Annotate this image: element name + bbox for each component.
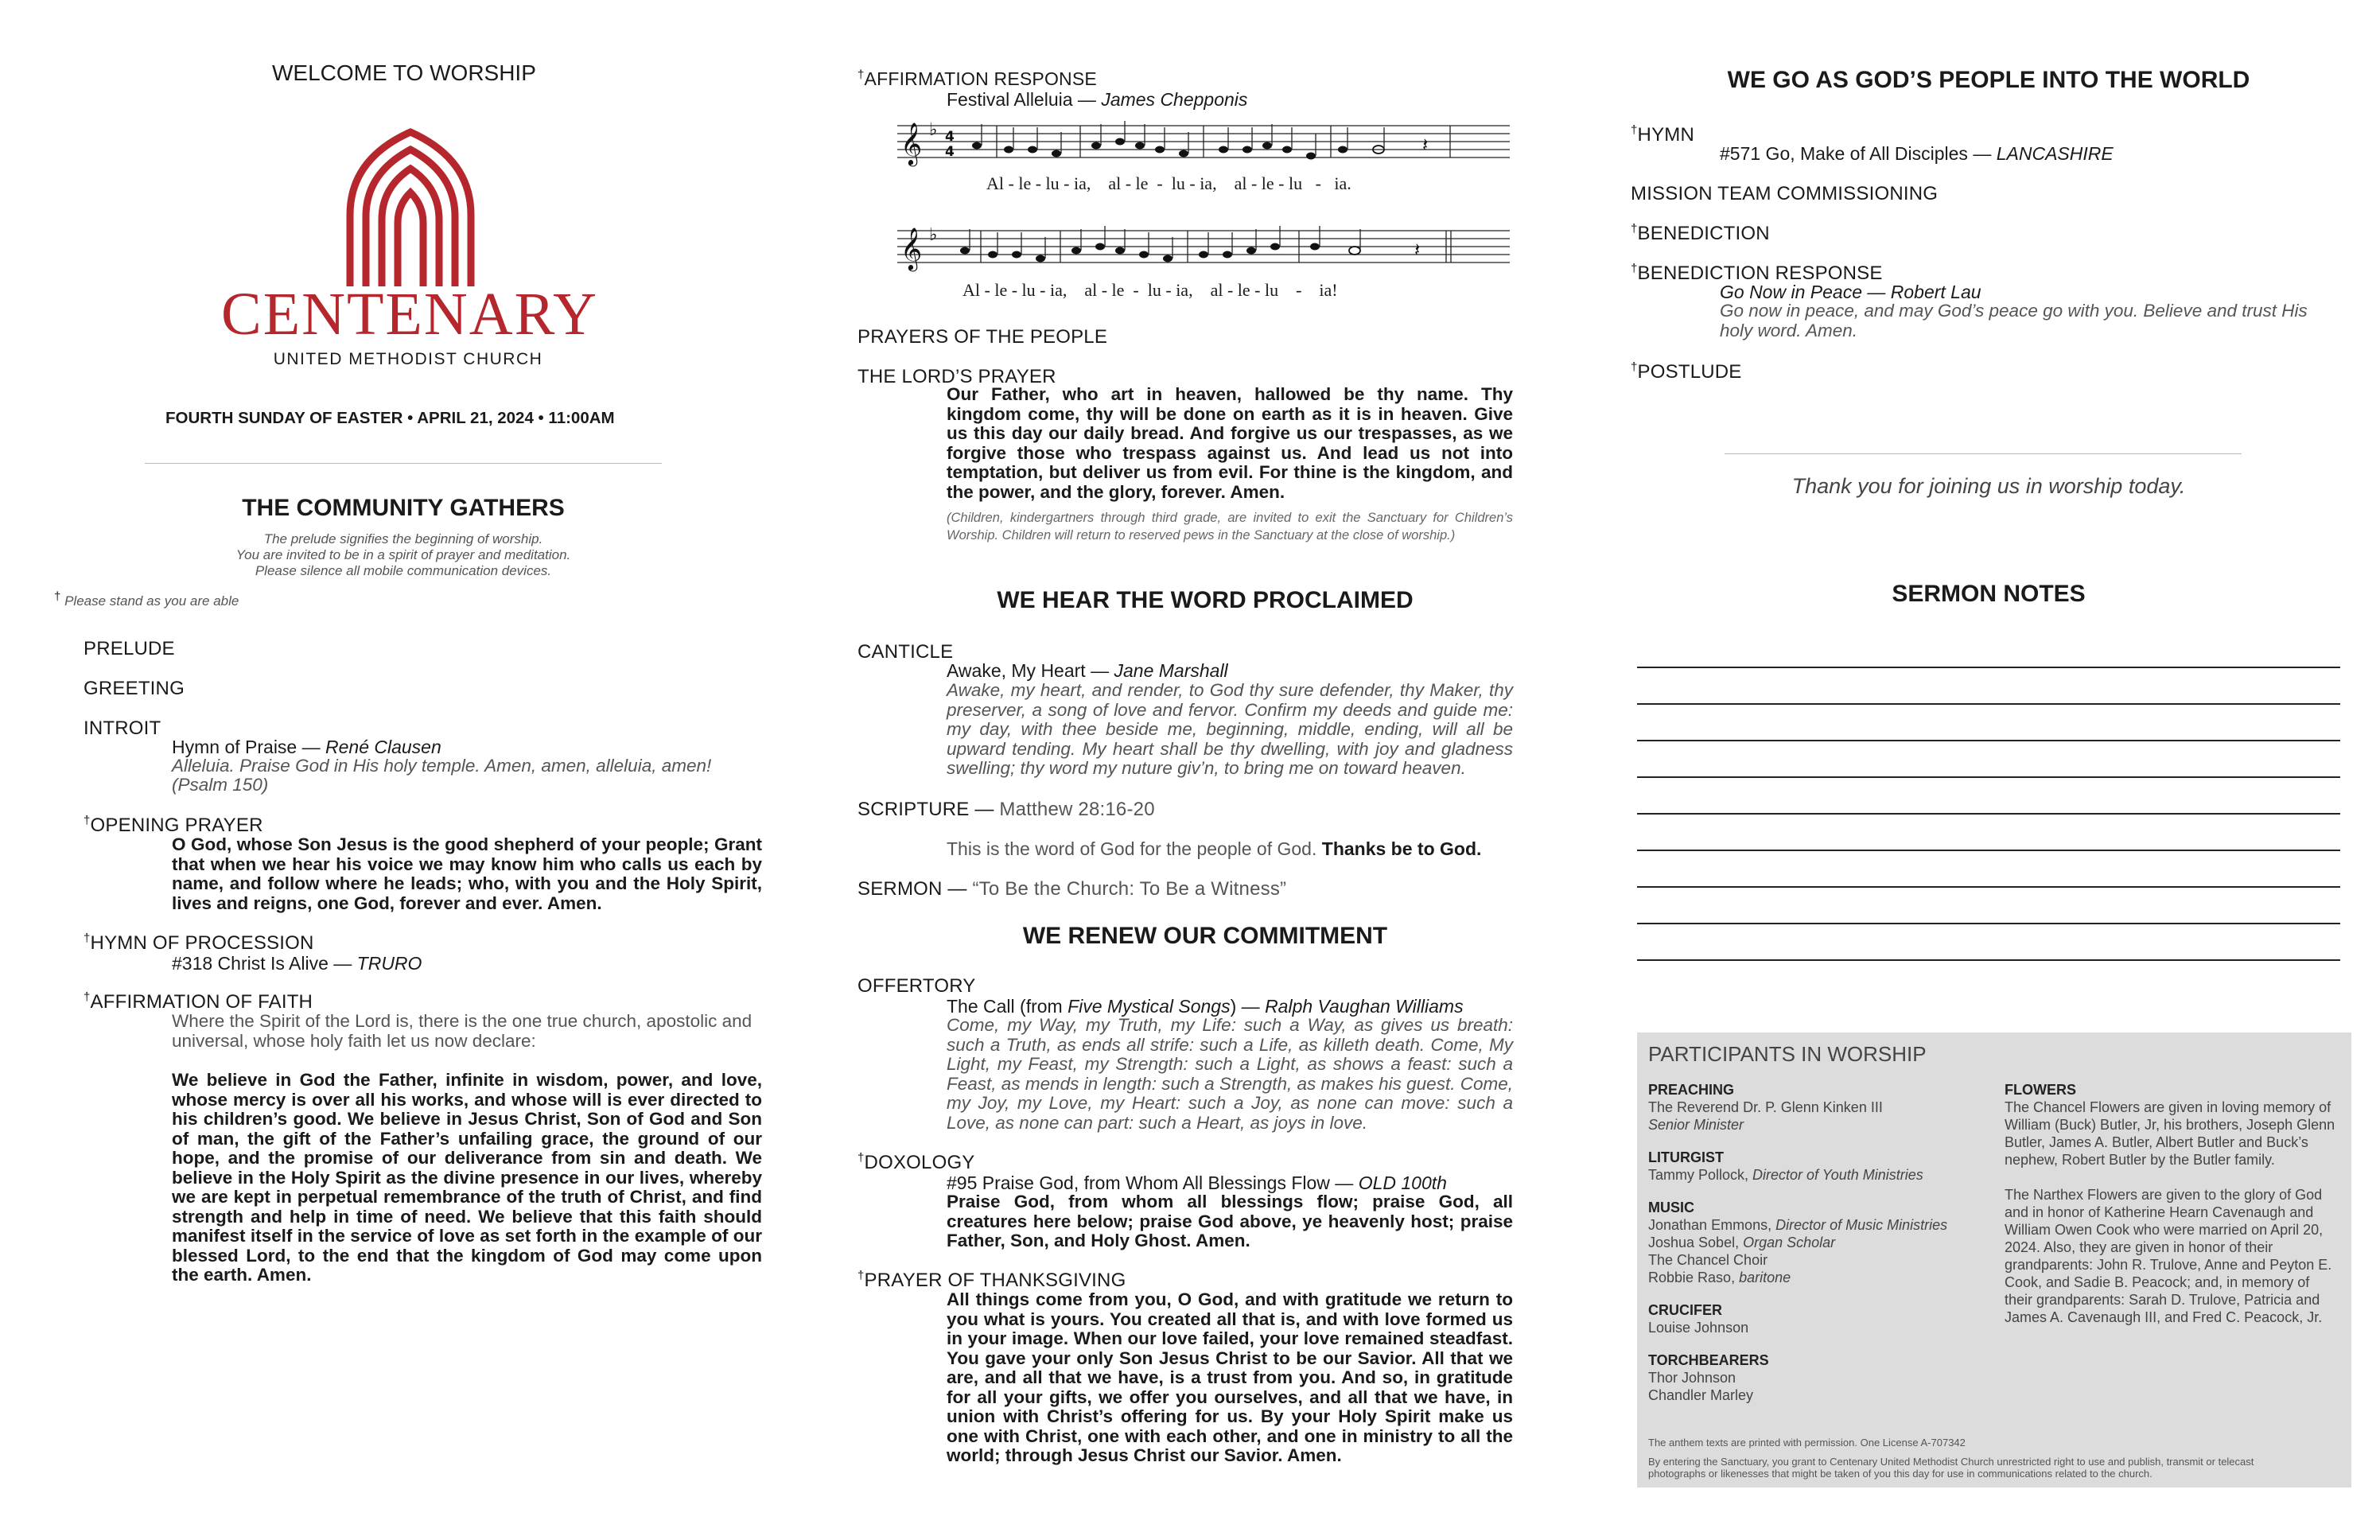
benediction-response-label: †BENEDICTION RESPONSE	[1631, 262, 1883, 284]
notes-line[interactable]	[1637, 923, 2340, 924]
introit-label: INTROIT	[84, 718, 161, 739]
music-line: The Chancel Choir	[1648, 1252, 1768, 1268]
notes-line[interactable]	[1637, 959, 2340, 961]
church-logo-name: CENTENARY	[221, 281, 598, 348]
notes-line[interactable]	[1637, 813, 2340, 815]
mission-label: MISSION TEAM COMMISSIONING	[1631, 183, 1939, 204]
torchbearers-label: TORCHBEARERS	[1648, 1352, 1769, 1368]
svg-text:𝄽: 𝄽	[1414, 239, 1421, 261]
thank-you-message: Thank you for joining us in worship today.	[1791, 474, 2186, 498]
notes-line[interactable]	[1637, 886, 2340, 888]
introit-title: Hymn of Praise — René Clausen	[172, 737, 441, 757]
svg-text:♭: ♭	[929, 120, 938, 140]
music-line: Jonathan Emmons, Director of Music Ministries	[1648, 1217, 1948, 1233]
prayers-people-label: PRAYERS OF THE PEOPLE	[858, 326, 1108, 348]
svg-text:♭: ♭	[929, 225, 938, 245]
notes-line[interactable]	[1637, 667, 2340, 668]
section-heading-sending: WE GO AS GOD’S PEOPLE INTO THE WORLD	[1727, 67, 2250, 93]
benediction-response-title: Go Now in Peace — Robert Lau	[1720, 282, 1981, 302]
participants-panel	[1637, 1032, 2351, 1488]
music-line: Robbie Raso, baritone	[1648, 1270, 1791, 1285]
svg-text:𝄞: 𝄞	[900, 122, 923, 165]
offertory-label: OFFERTORY	[858, 975, 976, 997]
lords-prayer-text: Our Father, who art in heaven, hallowed be thy name. Thy kingdom come, thy will be done on earth as it is in heaven. Give us this day our daily bread. And forgive us our trespasses, as we forgive those who trespass against us. And lead us not into temptation, but deliver us from evil. For thine is the kingdom, and the power, and the glory, forever. Amen.	[947, 384, 1513, 502]
word-response: This is the word of God for the people of God. Thanks be to God.	[947, 838, 1482, 859]
church-logo-arch	[344, 127, 477, 286]
music-label: MUSIC	[1648, 1200, 1694, 1215]
participants-heading: PARTICIPANTS IN WORSHIP	[1648, 1042, 1927, 1066]
sermon-notes-heading: SERMON NOTES	[1892, 581, 2086, 607]
crucifer-name: Louise Johnson	[1648, 1320, 1749, 1336]
svg-text:𝄽: 𝄽	[1422, 134, 1429, 156]
thanksgiving-text: All things come from you, O God, and with gratitude we return to you what is yours. You created all that is, and with love formed us in your image. When our love failed, your love remained steadfast. You gave your only Son Jesus Christ to be our Savior. All that we are, and all that we have, is a trust from you. And so, in gratitude for all your gifts, we offer you ourselves, and all that we have, in union with Christ’s offering for us. By your Holy Spirit make us one with Christ, one with each other, and one in ministry to all the world; through Jesus Christ our Savior. Amen.	[947, 1289, 1513, 1465]
offertory-title: The Call (from Five Mystical Songs) — Ralph Vaughan Williams	[947, 996, 1464, 1017]
divider	[1725, 453, 2242, 454]
greeting-label: GREETING	[84, 678, 185, 699]
doxology-title: #95 Praise God, from Whom All Blessings Flow — OLD 100th	[947, 1172, 1447, 1193]
affirmation-text: We believe in God the Father, infinite in wisdom, power, and love, whose mercy is over all his works, and whose will is ever directed to his children’s good. We believe in Jesus Christ, Son of God and Son of man, the gift of the Father’s unfailing grace, the ground of our hope, and the promise of our deliverance from sin and death. We believe in the Holy Spirit as the divine presence in our lives, whereby we are kept in perpetual remembrance of the truth of Christ, and find strength and help in time of need. We believe that this faith should manifest itself in the service of love as set forth in the example of our blessed Lord, to the end that the kingdom of God may come upon the earth. Amen.	[172, 1070, 762, 1285]
opening-prayer-text: O God, whose Son Jesus is the good shepherd of your people; Grant that when we hear his voice we may know him who calls us each by name, and follow where he leads; who, with you and the Holy Spirit, lives and reigns, one God, forever and ever. Amen.	[172, 834, 762, 913]
svg-text:4: 4	[945, 144, 955, 160]
participants-left-column	[1648, 1082, 1990, 1404]
liturgist-label: LITURGIST	[1648, 1149, 1724, 1165]
hymn-title: #571 Go, Make of All Disciples — LANCASHIRE	[1720, 143, 2114, 164]
music-line: Joshua Sobel, Organ Scholar	[1648, 1235, 1836, 1250]
prelude-label: PRELUDE	[84, 638, 175, 659]
benediction-response-text: Go now in peace, and may God’s peace go with you. Believe and trust His holy word. Amen.	[1720, 301, 2308, 340]
affirmation-intro: Where the Spirit of the Lord is, there is the one true church, apostolic and universal, whose holy faith let us now declare:	[172, 1011, 752, 1051]
divider	[145, 463, 662, 464]
doxology-text: Praise God, from whom all blessings flow; praise God, all creatures here below; praise God above, ye heavenly host; praise Father, Son, and Holy Ghost. Amen.	[947, 1192, 1513, 1250]
scripture-line: SCRIPTURE — Matthew 28:16-20	[858, 799, 1155, 820]
consent-note: By entering the Sanctuary, you grant to Centenary United Methodist Church unrestricted right to use and publish, transmit or telecast photographs or likenesses that might be taken of you this day for use in communications related to the church.	[1648, 1456, 2254, 1480]
liturgist-line: Tammy Pollock, Director of Youth Ministries	[1648, 1167, 1923, 1183]
notes-line[interactable]	[1637, 740, 2340, 741]
canticle-text: Awake, my heart, and render, to God thy sure defender, thy Maker, thy preserver, a song of love and fervor. Confirm my deeds and guide me: my day, with thee beside me, beginning, middle, ending, will all be upward tending. My heart shall be thy dwelling, with joy and gladness swelling; thy word my nuture giv’n, to bring me on toward heaven.	[947, 680, 1513, 778]
music-lyrics-1: Al - le - lu - ia, al - le - lu - ia, al - le - lu - ia.	[986, 173, 1351, 193]
service-date-line: FOURTH SUNDAY OF EASTER • APRIL 21, 2024 • 11:00AM	[165, 409, 615, 427]
opening-prayer-label: †OPENING PRAYER	[84, 814, 263, 836]
hymn-label: †HYMN	[1631, 123, 1695, 146]
flowers-label: FLOWERS	[2005, 1082, 2076, 1098]
introit-reference: (Psalm 150)	[172, 775, 269, 795]
preaching-role: Senior Minister	[1648, 1117, 1744, 1133]
affirmation-faith-label: †AFFIRMATION OF FAITH	[84, 990, 313, 1013]
festival-alleluia-title: Festival Alleluia — James Chepponis	[947, 89, 1248, 110]
license-note: The anthem texts are printed with permission. One License A-707342	[1648, 1437, 1966, 1449]
music-staff-1	[897, 118, 1510, 169]
section-heading-word: WE HEAR THE WORD PROCLAIMED	[997, 587, 1414, 613]
preaching-label: PREACHING	[1648, 1082, 1735, 1098]
music-lyrics-2: Al - le - lu - ia, al - le - lu - ia, al - le - lu - ia!	[962, 280, 1338, 300]
canticle-label: CANTICLE	[858, 641, 954, 663]
lords-prayer-note: (Children, kindergartners through third grade, are invited to exit the Sanctuary for Children’s Worship. Children will return to reserved pews in the Sanctuary at the close of worship.)	[947, 511, 1513, 542]
section-heading-commitment: WE RENEW OUR COMMITMENT	[1022, 923, 1388, 949]
preaching-name: The Reverend Dr. P. Glenn Kinken III	[1648, 1099, 1883, 1115]
introit-text: Alleluia. Praise God in His holy temple. Amen, amen, alleluia, amen!	[172, 756, 712, 776]
flowers-chancel: The Chancel Flowers are given in loving memory of William (Buck) Butler, Jr, his brothers, Joseph Glenn Butler, James A. Butler, Albert Butler and Buck’s nephew, Robert Butler by the Butler family.	[2005, 1099, 2335, 1168]
doxology-label: †DOXOLOGY	[858, 1151, 975, 1173]
torchbearer-name: Thor Johnson	[1648, 1370, 1736, 1386]
notes-line[interactable]	[1637, 703, 2340, 705]
lords-prayer-label: THE LORD’S PRAYER	[858, 366, 1056, 387]
canticle-title: Awake, My Heart — Jane Marshall	[947, 660, 1228, 681]
participants-right-column	[2005, 1082, 2339, 1326]
postlude-label: †POSTLUDE	[1631, 360, 1742, 383]
crucifer-label: CRUCIFER	[1648, 1302, 1722, 1318]
flowers-narthex: The Narthex Flowers are given to the glory of God and in honor of Katherine Hearn Cavenaugh and William Owen Cook who were married on April 20, 2024. Also, they are given in honor of their grandparents: John R. Trulove, Anne and Peyton E. Cook, and Sadie B. Peacock; and, in memory of their grandparents: Sarah D. Trulove, Patricia and James A. Cavenaugh III, and Fred C. Peacock, Jr.	[2005, 1187, 2332, 1325]
svg-text:4: 4	[945, 129, 955, 145]
sermon-line: SERMON — “To Be the Church: To Be a Witness”	[858, 878, 1287, 900]
notes-line[interactable]	[1637, 850, 2340, 851]
torchbearer-name: Chandler Marley	[1648, 1387, 1754, 1403]
hymn-procession-label: †HYMN OF PROCESSION	[84, 931, 314, 954]
hymn-procession-title: #318 Christ Is Alive — TRURO	[172, 953, 422, 974]
section-heading-gathers: THE COMMUNITY GATHERS	[242, 495, 565, 521]
thanksgiving-label: †PRAYER OF THANKSGIVING	[858, 1269, 1126, 1291]
benediction-label: †BENEDICTION	[1631, 222, 1770, 244]
svg-text:𝄞: 𝄞	[900, 227, 923, 270]
welcome-title: WELCOME TO WORSHIP	[272, 60, 536, 85]
church-logo-subtitle: UNITED METHODIST CHURCH	[273, 350, 543, 368]
offertory-text: Come, my Way, my Truth, my Life: such a Way, as gives us breath: such a Truth, as ends all strife: such a Life, as killeth death. Come, My Light, my Feast, my Strength: such a Light, as shows a feast: such a Feast, as mends in length: such a Strength, as makes his guest. Come, my Joy, my Love, my Heart: such a Joy, as none can move: such a Love, as none can part: such a Heart, as joys in love.	[947, 1015, 1513, 1133]
notes-line[interactable]	[1637, 776, 2340, 778]
music-staff-2	[897, 223, 1510, 274]
stand-note: † Please stand as you are able	[54, 589, 239, 609]
affirmation-response-label: †AFFIRMATION RESPONSE	[858, 68, 1097, 89]
gathering-intro: The prelude signifies the beginning of worship. You are invited to be in a spirit of prayer and meditation. Please silence all mobile communication devices.	[235, 531, 571, 578]
